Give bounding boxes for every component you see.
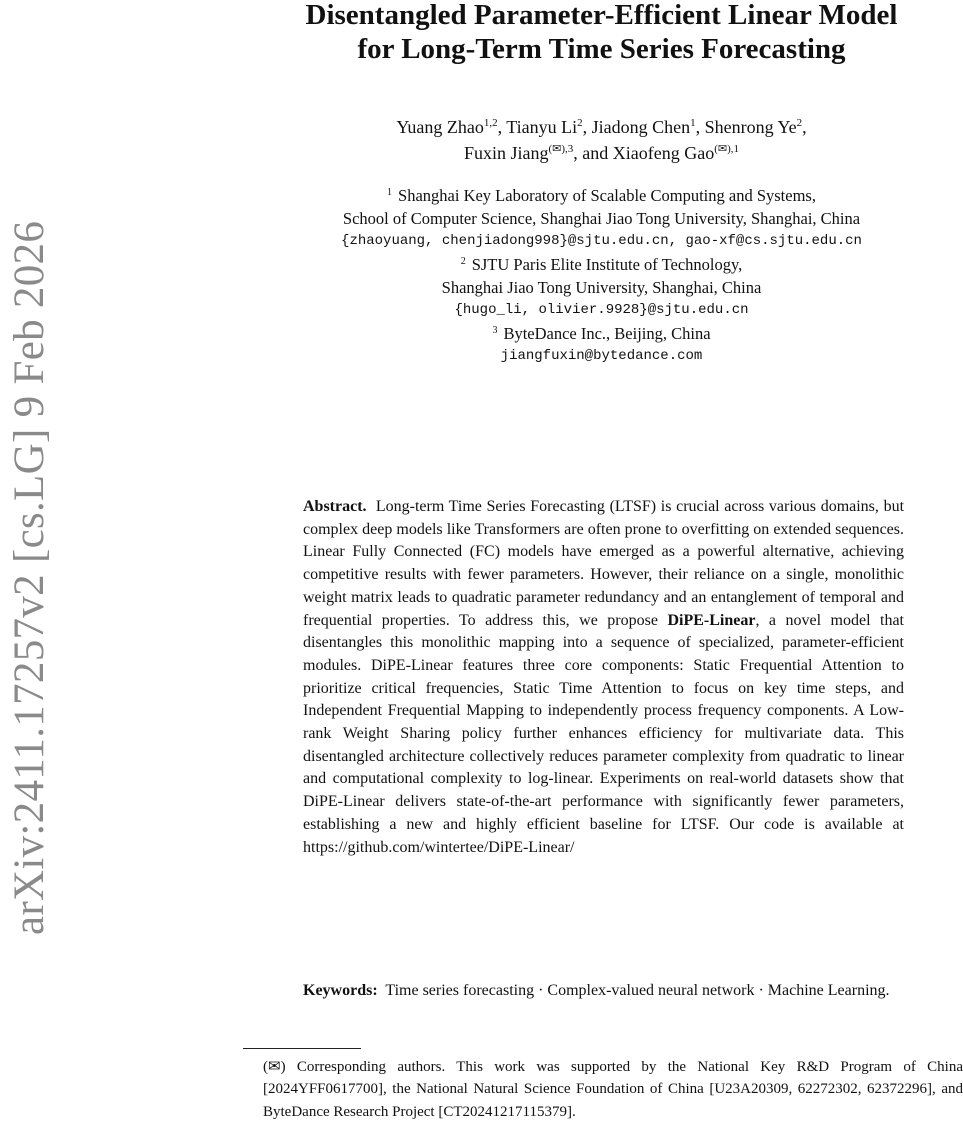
author-name: Jiadong Chen (591, 117, 691, 137)
author-affiliation-mark: 2 (577, 117, 583, 129)
author-line-2 (240, 140, 963, 166)
author-name: Tianyu Li (506, 117, 578, 137)
affiliation-email[interactable]: {hugo_li, olivier.9928}@sjtu.edu.cn (454, 302, 749, 318)
affiliation-email[interactable]: {zhaoyuang, chenjiadong998}@sjtu.edu.cn, gao-xf@cs.sjtu.edu.cn (341, 233, 862, 249)
affiliation-text: ByteDance Inc., Beijing, China (503, 324, 711, 343)
affiliation-line (240, 253, 963, 276)
affiliation-line: School of Computer Science, Shanghai Jiao Tong University, Shanghai, China (342, 209, 861, 228)
affiliation-1 (240, 184, 963, 253)
author-list (240, 114, 963, 166)
code-url-link[interactable]: https://github.com/wintertee/DiPE-Linear/ (303, 838, 575, 856)
affiliation-line: Shanghai Jiao Tong University, Shanghai, China (441, 278, 762, 297)
affiliation-number: 1 (387, 187, 393, 198)
author-name: Xiaofeng Gao (612, 143, 715, 163)
affiliation-list (240, 184, 963, 368)
author-affiliation-mark: 1,2 (483, 117, 498, 129)
abstract-text: , a novel model that disentangles this monolithic mapping into a sequence of specialized, parameter-efficient modules. DiPE-Linear features three core components: Static Frequential Attention to prioritize critical frequencies, Static Time Attention to focus on key time steps, and Independent Frequential Mapping to independently process frequency components. A Low-rank Weight Sharing policy further enhances efficiency for multivariate data. This disentangled architecture collectively reduces parameter complexity from quadratic to linear and computational complexity to log-linear. Experiments on real-world datasets show that DiPE-Linear delivers state-of-the-art performance with significantly fewer parameters, establishing a new and highly efficient baseline for LTSF. Our code is available at (303, 611, 904, 833)
keywords (303, 980, 904, 1003)
paper-title (240, 0, 963, 66)
author-name: Yuang Zhao (396, 117, 484, 137)
author-name: Fuxin Jiang (463, 143, 549, 163)
abstract (303, 496, 904, 859)
keywords-text: Time series forecasting · Complex-valued neural network · Machine Learning. (385, 982, 890, 999)
keywords-label: Keywords: (303, 982, 378, 999)
footnote: (✉) Corresponding authors. This work was supported by the National Key R&D Program of China [2024YFF0617700], the National Natural Science Foundation of China [U23A20309, 62272302, 62372296], and ByteDance Research Project [CT20241217115379]. (263, 1059, 963, 1120)
model-name: DiPE-Linear (667, 611, 756, 629)
title-line-1: Disentangled Parameter-Efficient Linear Model (305, 0, 898, 31)
affiliation-text: Shanghai Key Laboratory of Scalable Computing and Systems, (398, 186, 816, 205)
affiliation-line (240, 322, 963, 345)
affiliation-2 (240, 253, 963, 322)
abstract-label: Abstract. (303, 498, 367, 515)
title-line-2: for Long-Term Time Series Forecasting (357, 33, 846, 65)
author-separator: , (695, 117, 705, 137)
affiliation-line (240, 184, 963, 207)
footnote-divider (243, 1048, 361, 1049)
author-line-1 (240, 114, 963, 140)
author-affiliation-mark: 2 (796, 117, 803, 129)
author-affiliation-mark: 1 (690, 117, 696, 129)
author-separator: , (582, 117, 592, 137)
affiliation-text: SJTU Paris Elite Institute of Technology, (471, 255, 743, 274)
author-affiliation-mark: (✉),3 (548, 143, 574, 155)
author-separator: , and (573, 143, 613, 163)
affiliation-number: 3 (492, 325, 498, 336)
affiliation-3 (240, 322, 963, 368)
author-separator: , (802, 117, 807, 137)
arxiv-identifier: arXiv:2411.17257v2 [cs.LG] 9 Feb 2026 (6, 220, 53, 935)
affiliation-email[interactable]: jiangfuxin@bytedance.com (500, 348, 703, 364)
abstract-text: Long-term Time Series Forecasting (LTSF) is crucial across various domains, but complex deep models like Transformers are often prone to overfitting on extended sequences. Linear Fully Connected (FC) models have emerged as a powerful alternative, achieving competitive results with fewer parameters. However, their reliance on a single, monolithic weight matrix leads to quadratic parameter redundancy and an entanglement of temporal and frequential properties. To address this, we propose (303, 498, 905, 629)
author-affiliation-mark: (✉),1 (714, 143, 740, 155)
affiliation-number: 2 (460, 256, 466, 267)
author-name: Shenrong Ye (704, 117, 797, 137)
author-separator: , (497, 117, 507, 137)
